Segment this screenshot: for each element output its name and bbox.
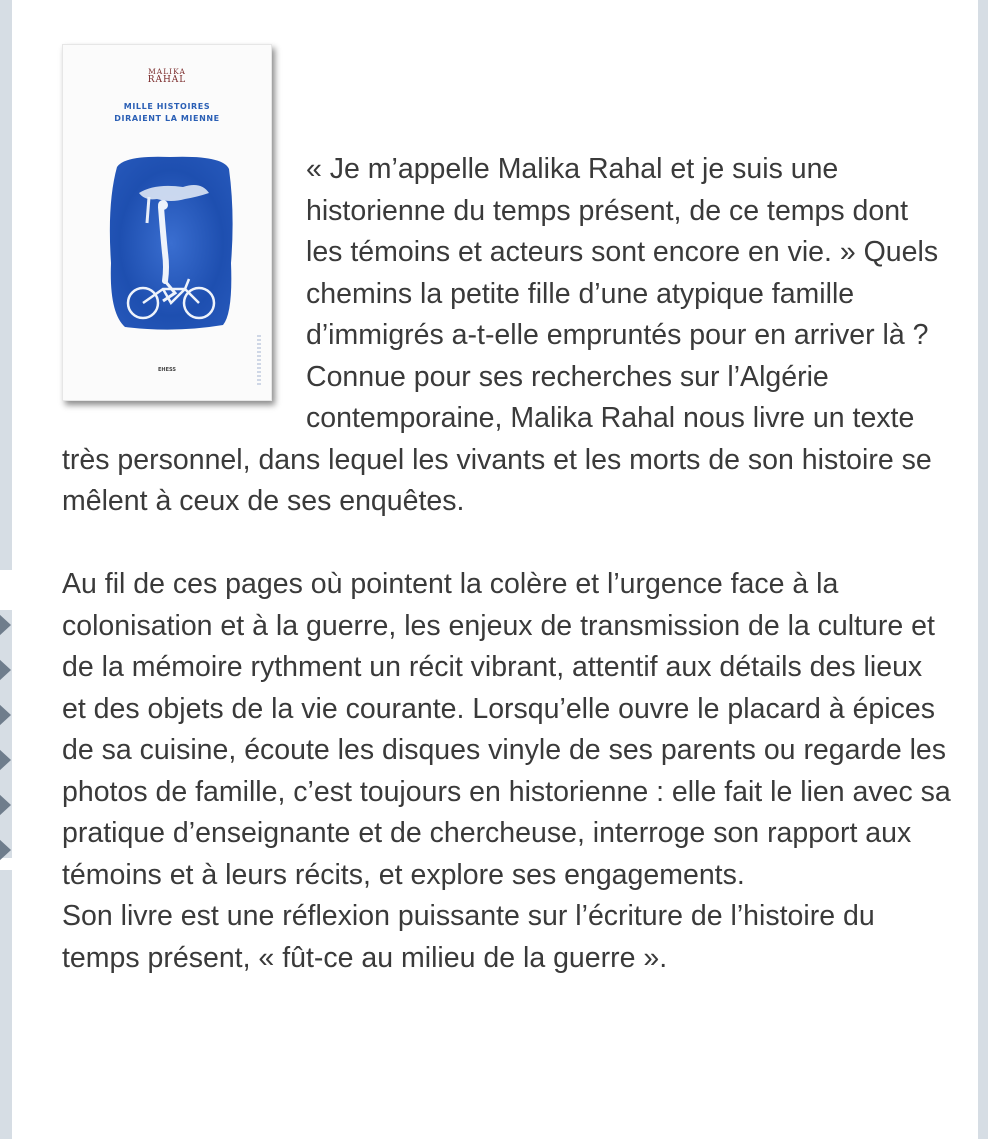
paragraph-spacer <box>62 523 952 565</box>
cover-title-line2: DIRAIENT LA MIENNE <box>114 114 220 123</box>
right-sidebar-strip <box>978 0 988 1139</box>
chevron-right-icon <box>0 839 11 861</box>
chevron-right-icon <box>0 794 11 816</box>
paragraph-conclusion: Son livre est une réflexion puissante sur l’écriture de l’histoire du temps présent, « fût-ce au milieu de la guerre ». <box>62 900 875 974</box>
paragraph-body: Au fil de ces pages où pointent la colère et l’urgence face à la colonisation et à la guerre, les enjeux de transmission de la culture et de la mémoire rythment un récit vibrant, attentif aux détails des lieux et des objets de la vie courante. Lorsqu’elle ouvre le placard à épices de sa cuisine, écoute les disques vinyle de ses parents ou regarde les photos de famille, c’est toujours en historienne : elle fait le lien avec sa pratique d’enseignante et de chercheuse, interroge son rapport aux témoins et à leurs récits, et explore ses engagements. <box>62 568 951 891</box>
cover-title-line1: MILLE HISTOIRES <box>123 102 211 111</box>
cover-spine-mark <box>257 335 261 385</box>
cover-publisher-name: EHESS <box>158 367 176 373</box>
chevron-right-icon <box>0 704 11 726</box>
paragraph-intro: « Je m’appelle Malika Rahal et je suis une historienne du temps présent, de ce temps dont les témoins et acteurs sont encore en vie. » Quels chemins la petite fille d’une atypique famille d’immigrés a-t-elle empruntés pour en arriver là ? Connue pour ses recherches sur l’Algérie contemporaine, Malika Rahal nous livre un texte très personnel, dans lequel les vivants et les morts de son histoire se mêlent à ceux de ses enquêtes. <box>62 153 939 517</box>
sidebar-arrows <box>0 614 14 884</box>
book-cover[interactable] <box>62 44 276 402</box>
cover-title <box>63 101 271 125</box>
cover-publisher <box>63 367 271 373</box>
cyclist-illustration <box>105 153 235 333</box>
cover-author-first: MALIKA <box>148 67 186 76</box>
cover-author <box>63 67 271 85</box>
sidebar-gap <box>0 570 12 610</box>
article-content <box>62 44 952 979</box>
chevron-right-icon <box>0 659 11 681</box>
cover-author-last: RAHAL <box>147 75 187 85</box>
chevron-right-icon <box>0 614 11 636</box>
book-cover-image <box>62 44 272 401</box>
chevron-right-icon <box>0 749 11 771</box>
